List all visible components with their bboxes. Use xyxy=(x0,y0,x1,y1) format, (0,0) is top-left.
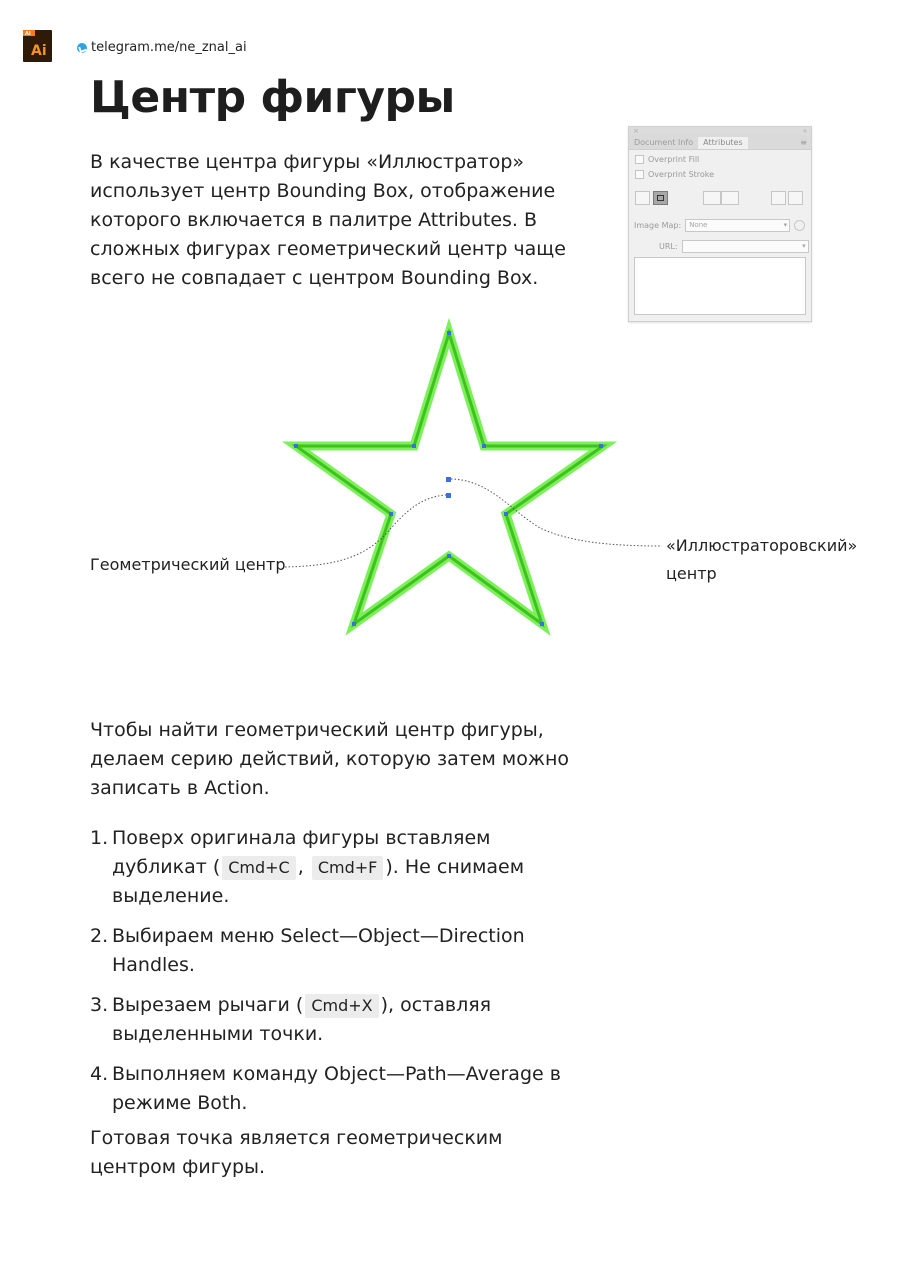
step-text: ), оставляя выделенными точки. xyxy=(112,994,492,1045)
tab-attributes[interactable]: Attributes xyxy=(698,137,748,149)
anchor-point[interactable] xyxy=(447,331,451,335)
step-text: Выполняем команду Object—Path—Average в режиме Both. xyxy=(112,1063,561,1114)
step-text: Поверх оригинала фигуры вставляем дубликат ( xyxy=(112,827,491,878)
step-item xyxy=(90,922,590,980)
telegram-link-text[interactable]: telegram.me/ne_znal_ai xyxy=(91,40,247,55)
step-number: 3. xyxy=(90,994,109,1016)
page-title: Центр фигуры xyxy=(90,72,455,123)
anchor-point[interactable] xyxy=(412,444,416,448)
anchor-point[interactable] xyxy=(540,622,544,626)
geometric-center-point[interactable] xyxy=(446,493,451,498)
step-text: ). Не снимаем выделение. xyxy=(112,856,525,907)
anchor-point[interactable] xyxy=(389,512,393,516)
shortcut-badge: Cmd+F xyxy=(312,856,384,880)
step-text: Вырезаем рычаги ( xyxy=(112,994,304,1016)
shortcut-badge: Cmd+X xyxy=(305,994,378,1018)
final-paragraph: Готовая точка является геометрическим центром фигуры. xyxy=(90,1127,503,1178)
step-number: 4. xyxy=(90,1063,109,1085)
illustrator-center-label xyxy=(666,532,857,588)
geometric-center-leader xyxy=(285,495,446,567)
overprint-stroke-label: Overprint Stroke xyxy=(648,169,715,179)
svg-text:AI: AI xyxy=(25,31,31,37)
intro-paragraph: В качестве центра фигуры «Иллюстратор» использует центр Bounding Box, отображение которого включается в палитре Attributes. В сложных фигурах геометрический центр чаще всего не совпадает с центром Bounding Box. xyxy=(90,151,566,289)
geometric-center-label: Геометрический центр xyxy=(90,555,286,574)
palette-close-icon[interactable]: × xyxy=(633,127,639,135)
step-text: Выбираем меню Select—Object—Direction Handles. xyxy=(112,925,525,976)
steps-list xyxy=(90,824,590,1129)
image-map-label: Image Map: xyxy=(634,221,682,230)
tab-document-info[interactable]: Document Info xyxy=(634,138,694,147)
step-item xyxy=(90,824,590,911)
anchor-point[interactable] xyxy=(599,444,603,448)
step-number: 2. xyxy=(90,925,109,947)
palette-collapse-icon[interactable]: « xyxy=(802,127,807,135)
palette-menu-icon[interactable]: ≡ xyxy=(800,138,807,147)
illustrator-center-label-line2: центр xyxy=(666,564,717,583)
svg-text:Ai: Ai xyxy=(31,43,47,59)
url-label: URL: xyxy=(659,242,678,251)
step-separator: , xyxy=(297,856,304,878)
overprint-fill-label: Overprint Fill xyxy=(648,154,700,164)
anchor-point[interactable] xyxy=(447,554,451,558)
anchor-point[interactable] xyxy=(504,512,508,516)
step-item xyxy=(90,991,590,1049)
anchor-point[interactable] xyxy=(482,444,486,448)
shortcut-badge: Cmd+C xyxy=(222,856,296,880)
anchor-point[interactable] xyxy=(352,622,356,626)
step-number: 1. xyxy=(90,827,109,849)
find-paragraph: Чтобы найти геометрический центр фигуры, делаем серию действий, которую затем можно записать в Action. xyxy=(90,719,570,799)
illustrator-center-point[interactable] xyxy=(446,477,451,482)
image-map-select[interactable]: None ▾ xyxy=(685,219,790,232)
illustrator-center-leader xyxy=(451,479,662,546)
illustrator-center-label-line1: «Иллюстраторовский» xyxy=(666,536,858,555)
step-item xyxy=(90,1060,590,1118)
anchor-point[interactable] xyxy=(294,444,298,448)
